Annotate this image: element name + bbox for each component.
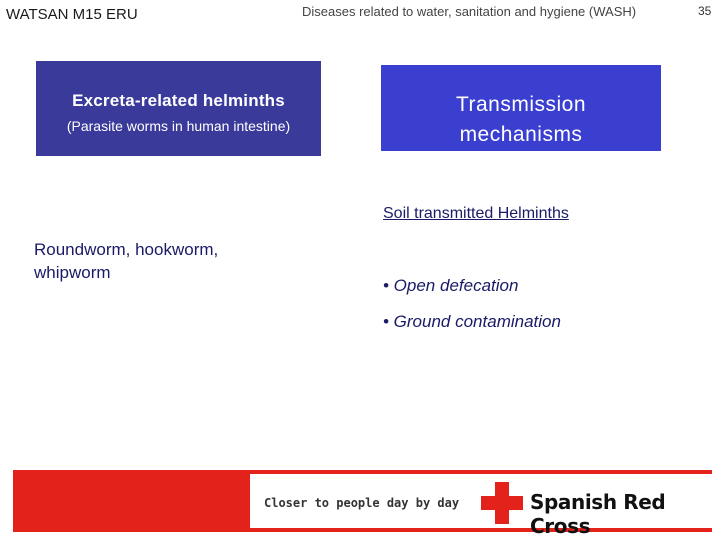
excreta-helminths-title: Excreta-related helminths (72, 91, 285, 110)
worm-types-text: Roundworm, hookworm, whipworm (34, 240, 219, 282)
bullet-open-defecation: • Open defecation (383, 276, 519, 295)
bullet-ground-contamination: • Ground contamination (383, 312, 561, 331)
slide-topic: Diseases related to water, sanitation and hygiene (WASH) (302, 4, 637, 19)
page-number: 35 (698, 4, 712, 18)
soil-helminths-heading: Soil transmitted Helminths (383, 205, 569, 222)
footer-banner (13, 470, 712, 538)
footer-slogan: Closer to people day by day (264, 496, 460, 510)
red-cross-icon (481, 482, 523, 524)
excreta-helminths-box (36, 61, 321, 156)
footer-logo-area (250, 474, 712, 538)
transmission-mechanisms-box (381, 65, 661, 151)
transmission-mechanisms-title: Transmission mechanisms (455, 93, 587, 146)
footer-brand: Spanish Red Cross (530, 490, 666, 538)
transmission-bullet-list (383, 276, 561, 348)
course-title: WATSAN M15 ERU (6, 6, 138, 23)
excreta-helminths-subtitle: (Parasite worms in human intestine) (66, 118, 291, 134)
